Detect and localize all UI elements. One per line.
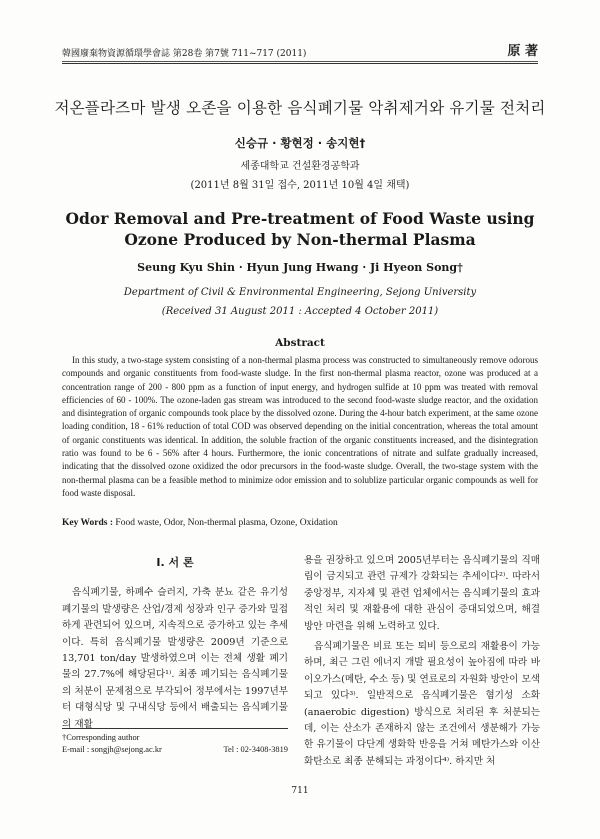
abstract-heading: Abstract [275, 337, 325, 349]
keywords-text: Food waste, Odor, Non-thermal plasma, Ozone, Oxidation [115, 518, 338, 528]
page-number: 711 [291, 786, 309, 796]
section-heading-introduction: I. 서 론 [156, 556, 194, 569]
corresponding-tel: Tel : 02-3408-3819 [223, 745, 288, 754]
correspondence-footnote [62, 728, 288, 756]
keywords [62, 518, 538, 528]
body-column-right [304, 553, 540, 770]
corresponding-author-label: †Corresponding author [62, 733, 140, 742]
abstract-text: In this study, a two-stage system consisting of a non-thermal plasma process was constructed to simultaneously remove odorous compounds and organic constituents from food-waste sludge. In the first non-thermal plasma reactor, ozone was produced at a concentration range of 200 - 800 ppm as a function of input energy, and hydrogen sulfide at 10 ppm was treated with removal efficiencies of 60 - 100%. The ozone-laden gas stream was introduced to the second food-waste sludge reactor, and the oxidation and disintegration of organic compounds took place by the dissolved ozone. During the 4-hour batch experiment, at the same ozone loading condition, 18 - 61% reduction of total COD was observed depending on the initial concentration, whereas the total amount of organic constituents was identical. In addition, the soluble fraction of the organic constituents increased, and the disintegration ratio was found to be 6 - 56% after 4 hours. Furthermore, the ionic concentrations of nitrate and sulfate gradually increased, indicating that the dissolved ozone oxidized the odor precursors in the food-waste sludge. Overall, the two-stage system with the non-thermal plasma can be a feasible method to minimize odor emission and to solublize particular organic compounds as well for food waste disposal. [62, 355, 538, 498]
keywords-label: Key Words : [62, 518, 114, 528]
english-affiliation: Department of Civil & Environmental Engineering, Sejong University [123, 287, 477, 298]
header-rule [62, 61, 538, 62]
corresponding-email: E-mail : songjh@sejong.ac.kr [62, 745, 162, 754]
journal-citation: 韓國廢棄物資源循環學會誌 第28卷 第7號 711~717 (2011) [62, 49, 307, 59]
korean-title: 저온플라즈마 발생 오존을 이용한 음식폐기물 악취제거와 유기물 전처리 [54, 99, 546, 117]
korean-affiliation: 세종대학교 건설환경공학과 [240, 161, 360, 172]
body-paragraph: 용을 권장하고 있으며 2005년부터는 음식폐기물의 직매립이 금지되고 관련 규제가 강화되는 추세이다²⁾. 따라서 중앙정부, 지자체 및 관련 업체에서는 음식폐기물의 효과적인 처리 및 재활용에 대한 관심이 증대되었으며, 해결 방안 마련을 위해 노력하고 있다. [304, 555, 540, 632]
korean-authors: 신승규 · 황현정 · 송지현† [234, 136, 366, 150]
english-authors: Seung Kyu Shin · Hyun Jung Hwang · Ji Hyeon Song† [137, 261, 463, 274]
body-column-left [62, 553, 288, 733]
body-paragraph: 음식폐기물은 비료 또는 퇴비 등으로의 재활용이 가능하며, 최근 그린 에너지 개발 필요성이 높아짐에 따라 바이오가스(메탄, 수소 등) 및 연료로의 자원화 방안이 모색되고 있다³⁾. 일반적으로 음식폐기물은 혐기성 소화(anaerobic digestion) 방식으로 처리된 후 처분되는데, 이는 산소가 존재하지 않는 조건에서 생분해가 가능한 유기물이 다단계 생화학 반응을 거쳐 메탄가스와 이산화탄소로 최종 분해되는 과정이다⁴⁾. 하지만 처 [304, 641, 540, 767]
korean-dates: (2011년 8월 31일 접수, 2011년 10월 4일 채택) [190, 180, 410, 191]
article-type-mark: 原 著 [507, 44, 538, 59]
english-dates: (Received 31 August 2011 : Accepted 4 October 2011) [161, 306, 439, 317]
english-title: Odor Removal and Pre-treatment of Food Waste using Ozone Produced by Non-thermal Plasma [65, 209, 535, 249]
body-paragraph: 음식폐기물, 하폐수 슬러지, 가축 분뇨 같은 유기성 폐기물의 발생량은 산업/경제 성장과 인구 증가와 밀접하게 관련되어 있으며, 지속적으로 증가하고 있는 추세이다. 특히 음식폐기물 발생량은 2009년 기준으로 13,701 ton/day 발생하였으며 이는 전체 생활 폐기물의 27.7%에 해당된다¹⁾. 최종 폐기되는 음식폐기물의 처분이 문제점으로 부각되어 정부에서는 1997년부터 대형식당 및 구내식당 등에서 배출되는 음식폐기물의 재활 [62, 587, 288, 730]
